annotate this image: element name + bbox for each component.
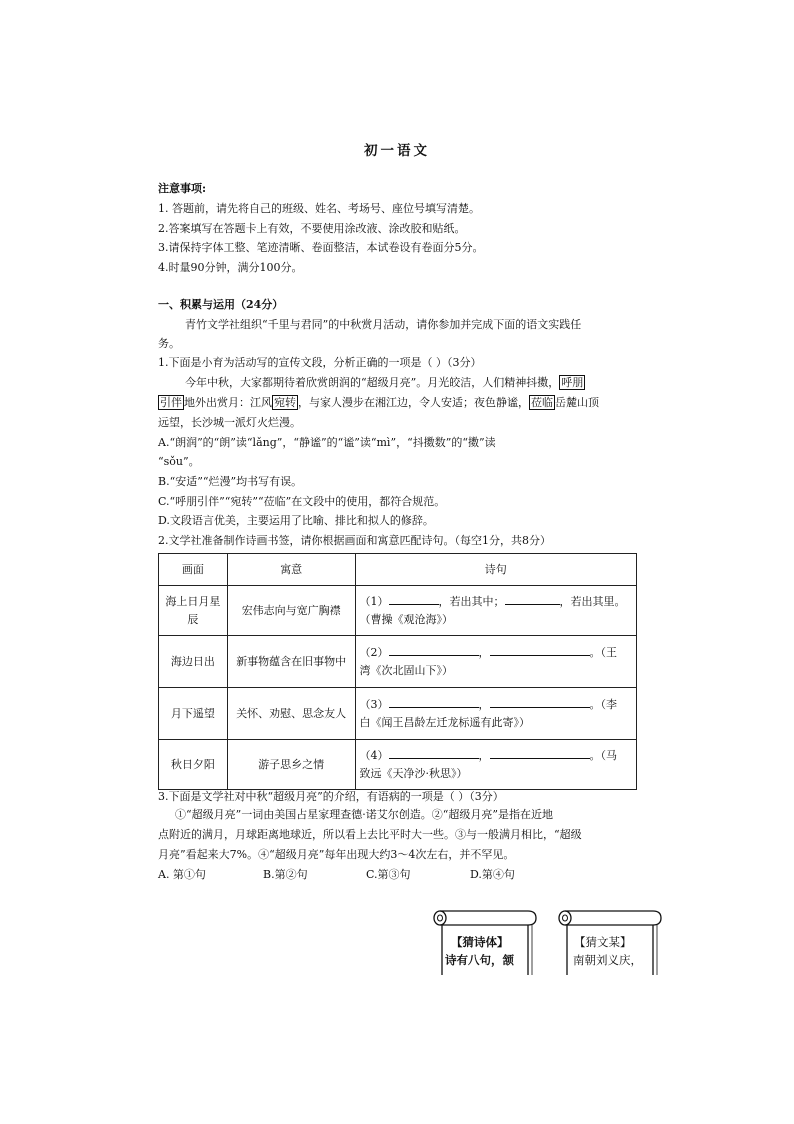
q1-passage-text: 岳麓山顶: [555, 396, 599, 409]
question-2-stem: 2.文学社准备制作诗画书签，请你根据画面和寓意匹配诗句。（每空1分，共8分）: [158, 534, 551, 547]
answer-blank[interactable]: [490, 696, 590, 708]
verse-text: 。（李: [589, 697, 618, 711]
scene-cell: 秋日夕阳: [159, 740, 228, 790]
table-row: [159, 636, 637, 688]
q1-passage-line: [185, 376, 585, 390]
meaning-cell: 新事物蕴含在旧事物中: [227, 636, 355, 688]
q1-option-d: D.文段语言优美，主要运用了比喻、排比和拟人的修辞。: [158, 514, 434, 527]
answer-blank[interactable]: [389, 593, 439, 605]
section-intro: 青竹文学社组织“千里与君同”的中秋赏月活动，请你参加并完成下面的语文实践任: [185, 318, 582, 331]
q1-option-b: B.“安适”“烂漫”均书写有误。: [158, 475, 303, 488]
q1-boxed-word: 引伴: [160, 396, 182, 409]
scene-cell: 海上日月星辰: [159, 586, 228, 636]
verse-text: 。（王: [589, 645, 618, 659]
question-3-stem: 3.下面是文学社对中秋“超级月亮”的介绍，有语病的一项是（ ）（3分）: [158, 790, 504, 803]
verse-number: （2）: [359, 645, 389, 659]
verse-text: ，若出其里。: [559, 594, 626, 608]
q1-option-c: C.“呼朋引伴”“宛转”“莅临”在文段中的使用，都符合规范。: [158, 495, 446, 508]
table-row: [159, 586, 637, 636]
verse-number: （4）: [359, 748, 389, 762]
table-row: [159, 740, 637, 790]
scroll-heading: 【猜诗体】: [451, 935, 509, 949]
verse-number: （3）: [359, 697, 389, 711]
notice-item: 3.请保持字体工整、笔迹清晰、卷面整洁，本试卷设有卷面分5分。: [158, 241, 484, 254]
table-header: 诗句: [355, 554, 636, 586]
scroll-text: 诗有八句，颔: [445, 953, 514, 967]
meaning-cell: 关怀、劝慰、思念友人: [227, 688, 355, 740]
q1-passage-line: 远望，长沙城一派灯火烂漫。: [158, 416, 301, 429]
q3-passage-line: ①“超级月亮”一词由美国占星家理查德·诺艾尔创造。②“超级月亮”是指在近地: [175, 808, 553, 821]
verse-cell: [355, 636, 636, 688]
scene-cell: 海边日出: [159, 636, 228, 688]
q1-passage-line: [158, 396, 599, 410]
q1-passage-text: ，与家人漫步在湘江边，令人安适；夜色静谧，: [298, 396, 529, 409]
answer-blank[interactable]: [389, 644, 479, 656]
table-header: 寓意: [227, 554, 355, 586]
verse-source: （曹操《观沧海》）: [359, 612, 454, 626]
page-title: 初一语文: [364, 143, 430, 159]
section-intro: 务。: [158, 337, 180, 350]
verse-cell: [355, 740, 636, 790]
verse-source: 白《闻王昌龄左迁龙标遥有此寄》）: [359, 715, 531, 729]
verse-cell: [355, 586, 636, 636]
section-heading: 一、积累与运用（24分）: [158, 298, 284, 311]
q3-option: B.第②句: [263, 868, 308, 881]
verse-text: 。（马: [589, 748, 618, 762]
meaning-cell: 游子思乡之情: [227, 740, 355, 790]
verse-source: 致远《天净沙·秋思》）: [359, 766, 468, 780]
notice-item: 1. 答题前，请先将自己的班级、姓名、考场号、座位号填写清楚。: [158, 202, 480, 215]
q3-passage-line: 月亮”看起来大7%。④“超级月亮”每年出现大约3～4次左右，并不罕见。: [158, 848, 515, 861]
table-row: [159, 688, 637, 740]
verse-text: ，若出其中；: [438, 594, 505, 608]
scene-cell: 月下遥望: [159, 688, 228, 740]
answer-blank[interactable]: [505, 593, 560, 605]
q1-boxed-word: 呼朋: [561, 376, 584, 389]
q1-boxed-word: 莅临: [531, 396, 553, 409]
answer-blank[interactable]: [490, 644, 590, 656]
verse-number: （1）: [359, 594, 389, 608]
q1-option-a: “sǒu”。: [158, 455, 200, 468]
q1-boxed-word: 宛转: [274, 396, 296, 409]
q3-option: C.第③句: [366, 868, 411, 881]
meaning-cell: 宏伟志向与宽广胸襟: [227, 586, 355, 636]
verse-text: ，: [478, 748, 490, 762]
q3-option: A. 第①句: [158, 868, 206, 881]
notice-item: 2.答案填写在答题卡上有效，不要使用涂改液、涂改胶和贴纸。: [158, 222, 466, 235]
table-header: 画面: [159, 554, 228, 586]
q3-option: D.第④句: [470, 868, 515, 881]
answer-blank[interactable]: [389, 747, 479, 759]
scroll-text: 南朝刘义庆，: [573, 953, 642, 967]
poem-table: [158, 553, 637, 790]
q1-passage-text: 今年中秋，大家都期待着欣赏朗润的“超级月亮”。月光皎洁，人们精神抖擞，: [185, 376, 560, 389]
verse-text: ，: [478, 645, 490, 659]
verse-text: ，: [478, 697, 490, 711]
q1-passage-text: 地外出赏月：江风: [184, 396, 272, 409]
answer-blank[interactable]: [389, 696, 479, 708]
scroll-heading: 【猜文某】: [574, 935, 632, 949]
verse-source: 湾《次北固山下》）: [359, 663, 454, 677]
question-1-stem: 1.下面是小育为活动写的宣传文段，分析正确的一项是（ ）（3分）: [158, 356, 482, 369]
q1-option-a: A.“朗润”的“朗”读“lǎng”，“静谧”的“谧”读“mì”，“抖擞数”的“擞”读: [158, 436, 496, 449]
notice-heading: 注意事项:: [158, 182, 207, 195]
q3-passage-line: 点附近的满月，月球距离地球近，所以看上去比平时大一些。③与一般满月相比，“超级: [158, 828, 582, 841]
verse-cell: [355, 688, 636, 740]
notice-item: 4.时量90分钟，满分100分。: [158, 261, 303, 274]
answer-blank[interactable]: [490, 747, 590, 759]
